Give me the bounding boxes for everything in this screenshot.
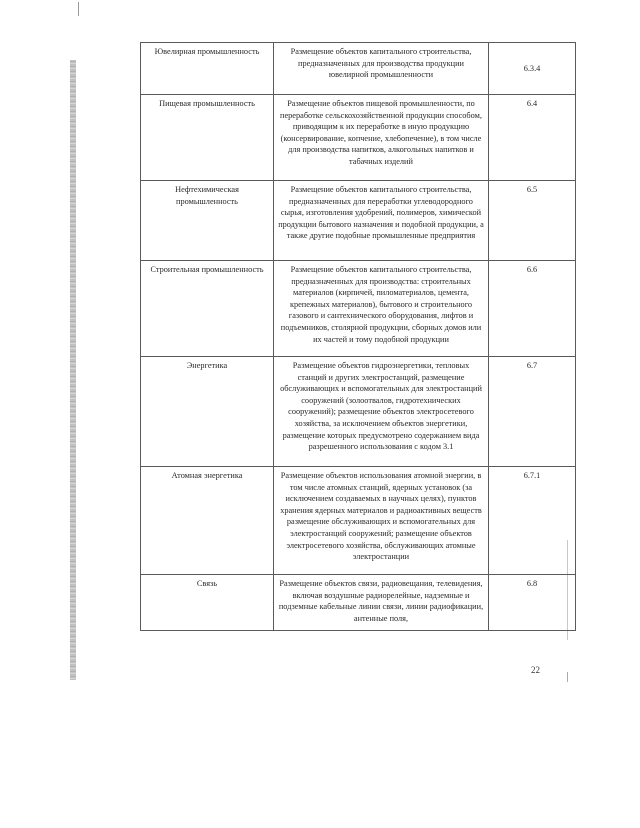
scan-edge-artifact xyxy=(70,60,76,680)
row-description: Размещение объектов использования атомной энергии, в том числе атомных станций, ядерных установок (за исключением создаваемых в научных целях), пунктов хранения ядерных материалов и радиоактивных веществ размещение обслуживающих и вспомогательных для электростанций сооружений; размещение объектов электросетевого хозяйства, обслуживающих атомные электростанции xyxy=(274,467,489,575)
row-code: 6.3.4 xyxy=(489,43,576,95)
row-name: Пищевая промышленность xyxy=(141,95,274,181)
table-row xyxy=(141,43,576,95)
table-row xyxy=(141,575,576,631)
row-code: 6.7.1 xyxy=(489,467,576,575)
table-row xyxy=(141,261,576,357)
table-row xyxy=(141,467,576,575)
scan-artifact-right-small xyxy=(567,672,568,682)
row-code: 6.8 xyxy=(489,575,576,631)
row-name: Связь xyxy=(141,575,274,631)
row-description: Размещение объектов пищевой промышленности, по переработке сельскохозяйственной продукции способом, приводящим к их переработке в иную продукцию (консервирование, копчение, хлебопечение), в том числе для производства напитков, алкогольных напитков и табачных изделий xyxy=(274,95,489,181)
row-name: Строительная промышленность xyxy=(141,261,274,357)
row-code: 6.7 xyxy=(489,357,576,467)
table-row xyxy=(141,95,576,181)
row-description: Размещение объектов связи, радиовещания, телевидения, включая воздушные радиорелейные, надземные и подземные кабельные линии связи, линии радиофикации, антенные поля, xyxy=(274,575,489,631)
table-row xyxy=(141,357,576,467)
row-name: Нефтехимическая промышленность xyxy=(141,181,274,261)
row-description: Размещение объектов гидроэнергетики, тепловых станций и других электростанций, размещение обслуживающих и вспомогательных для электростанций сооружений (золоотвалов, гидротехнических сооружений); размещение объектов электросетевого хозяйства, за исключением объектов энергетики, размещение которых предусмотрено содержанием вида разрешенного использования с кодом 3.1 xyxy=(274,357,489,467)
row-description: Размещение объектов капитального строительства, предназначенных для переработки углеводородного сырья, изготовления удобрений, полимеров, химической продукции бытового назначения и подобной продукции, а также другие подобные промышленные предприятия xyxy=(274,181,489,261)
row-description: Размещение объектов капитального строительства, предназначенных для производства продукции ювелирной промышленности xyxy=(274,43,489,95)
scan-artifact-top xyxy=(78,2,79,16)
table-row xyxy=(141,181,576,261)
row-code: 6.4 xyxy=(489,95,576,181)
row-description: Размещение объектов капитального строительства, предназначенных для производства: строительных материалов (кирпичей, пиломатериалов, цемента, крепежных материалов), бытового и строительного газового и сантехнического оборудования, лифтов и подъемников, столярной продукции, сборных домов или их частей и тому подобной продукции xyxy=(274,261,489,357)
page-number: 22 xyxy=(531,665,540,675)
row-code: 6.6 xyxy=(489,261,576,357)
row-code: 6.5 xyxy=(489,181,576,261)
land-use-table xyxy=(140,42,576,631)
row-name: Ювелирная промышленность xyxy=(141,43,274,95)
row-name: Энергетика xyxy=(141,357,274,467)
row-name: Атомная энергетика xyxy=(141,467,274,575)
